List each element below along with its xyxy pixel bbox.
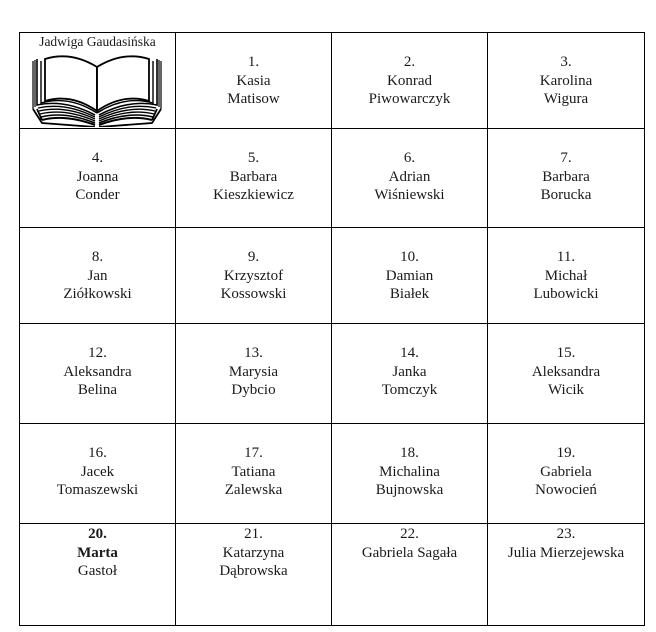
last-name: Zalewska: [224, 482, 283, 498]
name-cell: [332, 129, 488, 228]
last-name: Tomaszewski: [56, 482, 139, 498]
last-name: Wiśniewski: [374, 187, 445, 203]
entry-number: 22.: [400, 526, 419, 542]
name-cell: [176, 228, 332, 324]
first-name: Michał: [544, 267, 588, 284]
name-cell: [332, 324, 488, 424]
last-name: Nowocień: [535, 482, 597, 498]
entry-number: 4.: [91, 150, 104, 166]
last-name: Conder: [75, 187, 120, 203]
name-cell: [20, 424, 176, 524]
entry-number: 7.: [560, 150, 572, 166]
entry-number: 8.: [91, 249, 104, 265]
name-cell: [332, 228, 488, 324]
entry-number: 23.: [556, 526, 576, 542]
entry-number: 18.: [400, 445, 419, 461]
entry-number: 13.: [244, 345, 263, 361]
name-cell: [176, 424, 332, 524]
first-name: Karolina: [539, 72, 593, 89]
entry-number: 19.: [556, 445, 576, 461]
first-name: Marysia: [228, 363, 279, 380]
first-name: Jan: [87, 267, 108, 284]
last-name: Kossowski: [220, 286, 287, 302]
entry-number: 9.: [247, 249, 260, 265]
entry-number: 3.: [560, 54, 572, 70]
last-name: Bujnowska: [375, 482, 444, 498]
last-name: Gastoł: [77, 563, 118, 579]
name-cell: [488, 33, 645, 129]
first-name: Joanna: [76, 168, 119, 185]
first-name: Tatiana: [231, 463, 276, 480]
name-cell: [176, 33, 332, 129]
entry-number: 21.: [244, 526, 263, 542]
name-cell: [488, 424, 645, 524]
name-cell: [488, 228, 645, 324]
first-name: Aleksandra: [531, 363, 601, 380]
name-cell: [20, 129, 176, 228]
table-row: [20, 524, 645, 626]
name-cell: [332, 33, 488, 129]
entry-number: 10.: [400, 249, 419, 265]
name-cell: [488, 524, 645, 626]
name-cell: [332, 424, 488, 524]
entry-number: 11.: [556, 249, 576, 265]
first-name: Damian: [385, 267, 434, 284]
name-cell: [176, 524, 332, 626]
entry-number: 1.: [247, 54, 260, 70]
entry-number: 16.: [88, 445, 107, 461]
entry-number: 20.: [88, 526, 107, 542]
name-cell: [20, 324, 176, 424]
first-name: Marta: [77, 544, 118, 561]
last-name: Kieszkiewicz: [213, 187, 294, 203]
first-name: Jacek: [80, 463, 115, 480]
last-name: Piwowarczyk: [368, 91, 451, 107]
table-row: [20, 228, 645, 324]
name-cell: [488, 324, 645, 424]
last-name: Matisow: [227, 91, 280, 107]
table-row: [20, 33, 645, 129]
open-book-icon: [31, 49, 163, 127]
author-name: Jadwiga Gaudasińska: [39, 34, 156, 49]
name-cell: [488, 129, 645, 228]
entry-number: 12.: [88, 345, 107, 361]
last-name: Białek: [389, 286, 430, 302]
full-name: Julia Mierzejewska: [507, 544, 625, 561]
name-cell: [332, 524, 488, 626]
entry-number: 17.: [244, 445, 263, 461]
last-name: Lubowicki: [533, 286, 599, 302]
first-name: Michalina: [379, 463, 440, 480]
last-name: Wicik: [547, 382, 585, 398]
header-cell: [20, 33, 176, 129]
entry-number: 5.: [247, 150, 260, 166]
first-name: Barbara: [542, 168, 590, 185]
first-name: Gabriela: [540, 463, 592, 480]
last-name: Ziółkowski: [63, 286, 132, 302]
first-name: Barbara: [229, 168, 278, 185]
table-row: [20, 324, 645, 424]
name-cell: [20, 524, 176, 626]
last-name: Wigura: [543, 91, 589, 107]
last-name: Borucka: [540, 187, 592, 203]
entry-number: 14.: [400, 345, 419, 361]
name-cell: [20, 228, 176, 324]
name-cell: [176, 129, 332, 228]
last-name: Dąbrowska: [219, 563, 288, 579]
table-row: [20, 424, 645, 524]
first-name: Janka: [392, 363, 427, 380]
entry-number: 15.: [556, 345, 576, 361]
last-name: Tomczyk: [381, 382, 438, 398]
first-name: Adrian: [388, 168, 431, 185]
first-name: Krzysztof: [223, 267, 284, 284]
last-name: Dybcio: [231, 382, 276, 398]
first-name: Aleksandra: [63, 363, 132, 380]
first-name: Kasia: [236, 72, 271, 89]
full-name: Gabriela Sagała: [361, 544, 458, 561]
name-cell: [176, 324, 332, 424]
names-table: [19, 32, 645, 626]
last-name: Belina: [77, 382, 118, 398]
first-name: Konrad: [387, 72, 432, 89]
entry-number: 2.: [403, 54, 416, 70]
table-row: [20, 129, 645, 228]
entry-number: 6.: [403, 150, 416, 166]
first-name: Katarzyna: [222, 544, 285, 561]
